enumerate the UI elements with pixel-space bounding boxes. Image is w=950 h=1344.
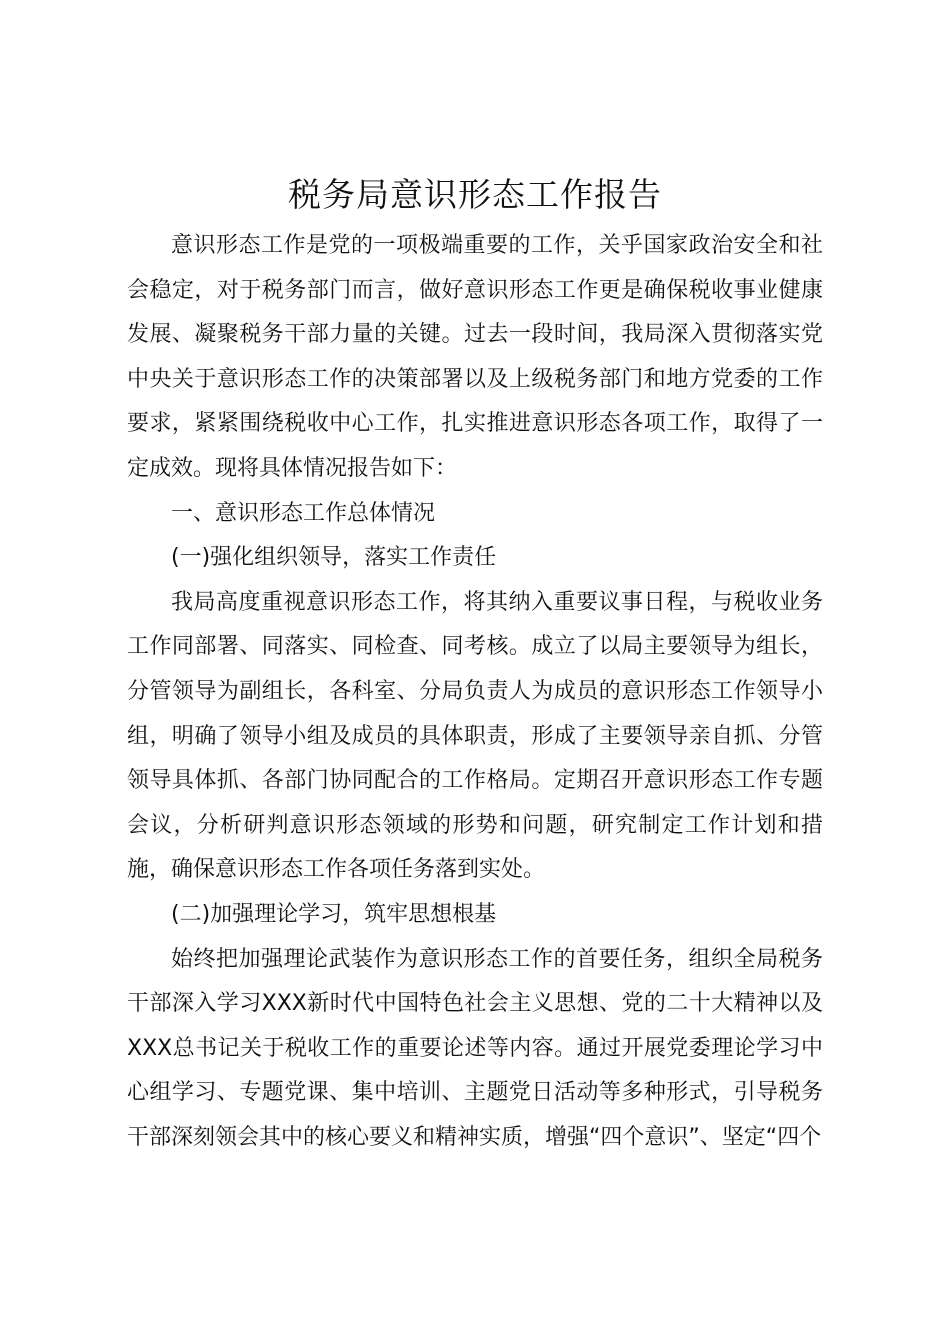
subsection-heading-1: (一)强化组织领导，落实工作责任 <box>171 545 497 571</box>
section-heading-1: 一、意识形态工作总体情况 <box>171 500 436 526</box>
body-paragraph-2: 始终把加强理论武装作为意识形态工作的首要任务，组织全局税务干部深入学习XXX新时代中国特色社会主义思想、党的二十大精神以及XXX总书记关于税收工作的重要论述等内容。通过开展党委理论学习中心组学习、专题党课、集中培训、主题党日活动等多种形式，引导税务干部深刻领会其中的核心要义和精神实质，增强“四个意识”、坚定“四个 <box>127 946 823 1150</box>
subsection-heading-2: (二)加强理论学习，筑牢思想根基 <box>171 901 497 927</box>
intro-paragraph: 意识形态工作是党的一项极端重要的工作，关乎国家政治安全和社会稳定，对于税务部门而言，做好意识形态工作更是确保税收事业健康发展、凝聚税务干部力量的关键。过去一段时间，我局深入贯彻落实党中央关于意识形态工作的决策部署以及上级税务部门和地方党委的工作要求，紧紧围绕税收中心工作，扎实推进意识形态各项工作，取得了一定成效。现将具体情况报告如下： <box>127 233 823 481</box>
document-body <box>127 224 823 1160</box>
body-paragraph-1: 我局高度重视意识形态工作，将其纳入重要议事日程，与税收业务工作同部署、同落实、同检查、同考核。成立了以局主要领导为组长，分管领导为副组长，各科室、分局负责人为成员的意识形态工作领导小组，明确了领导小组及成员的具体职责，形成了主要领导亲自抓、分管领导具体抓、各部门协同配合的工作格局。定期召开意识形态工作专题会议，分析研判意识形态领域的形势和问题，研究制定工作计划和措施，确保意识形态工作各项任务落到实处。 <box>127 589 823 883</box>
document-title: 税务局意识形态工作报告 <box>288 175 662 214</box>
